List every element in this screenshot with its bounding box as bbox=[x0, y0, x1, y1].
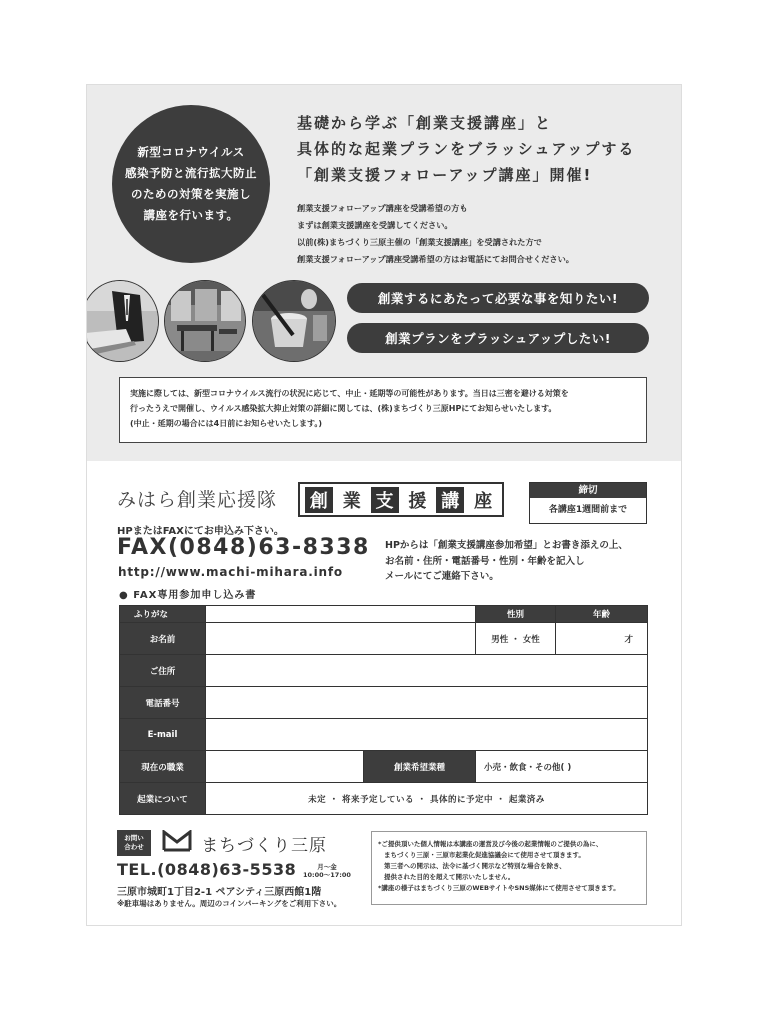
notice-line: 実施に際しては、新型コロナウイルス流行の状況に応じて、中止・延期等の可能性があります。当日は三密を避ける対策を bbox=[130, 389, 569, 398]
photo-drink bbox=[252, 280, 336, 362]
course-title-char: 業 bbox=[338, 487, 366, 513]
circle-line: 講座を行います。 bbox=[143, 208, 239, 222]
hp-note-line: HPからは「創業支援講座参加希望」とお書き添えの上、 bbox=[385, 540, 628, 551]
gender-options[interactable]: 男性 ・ 女性 bbox=[476, 623, 556, 655]
privacy-line: *ご提供頂いた個人情報は本講座の運営及び今後の起業情報のご提供の為に、 bbox=[378, 840, 603, 848]
notice-line: (中止・延期の場合には4日前にお知らせいたします。) bbox=[130, 419, 322, 428]
subtext-line: 創業支援フォローアップ講座を受講希望の方も bbox=[297, 203, 468, 213]
industry-options[interactable]: 小売・飲食・その他( ) bbox=[476, 751, 648, 783]
hp-application-note bbox=[385, 538, 655, 585]
gender-label: 性別 bbox=[476, 606, 556, 623]
form-row-address bbox=[120, 655, 648, 687]
organization-name: まちづくり三原 bbox=[201, 835, 328, 856]
phone-label: 電話番号 bbox=[120, 687, 206, 719]
privacy-line: まちづくり三原・三原市起業化促進協議会にて使用させて頂きます。 bbox=[384, 851, 585, 859]
office-days: 月〜金 bbox=[317, 863, 337, 871]
parking-note: ※駐車場はありません。周辺のコインパーキングをご利用下さい。 bbox=[117, 899, 342, 908]
brand-name: みはら創業応援隊 bbox=[117, 489, 278, 511]
form-row-phone bbox=[120, 687, 648, 719]
form-row-name bbox=[120, 623, 648, 655]
address-label: ご住所 bbox=[120, 655, 206, 687]
machizukuri-logo-icon bbox=[162, 830, 192, 856]
age-unit[interactable]: 才 bbox=[556, 623, 648, 655]
course-title-char: 講 bbox=[436, 487, 464, 513]
form-row-startup bbox=[120, 783, 648, 815]
course-title-char: 座 bbox=[469, 487, 497, 513]
furigana-label: ふりがな bbox=[120, 606, 206, 623]
course-title-char: 援 bbox=[403, 487, 431, 513]
form-row-occupation bbox=[120, 751, 648, 783]
photo-cafe bbox=[164, 280, 246, 362]
privacy-line: 提供された目的を超えて開示いたしません。 bbox=[384, 873, 515, 881]
notice-line: 行ったうえで開催し、ウイルス感染拡大抑止対策の詳細に関しては、(株)まちづくり三原HPにてお知らせいたします。 bbox=[130, 404, 557, 413]
circle-line: 新型コロナウイルス bbox=[137, 145, 245, 159]
fax-number: FAX(0848)63-8338 bbox=[117, 535, 370, 560]
deadline-value: 各講座1週間前まで bbox=[548, 505, 628, 515]
privacy-line: 第三者への開示は、法令に基づく開示など特別な場合を除き、 bbox=[384, 862, 566, 870]
headline bbox=[297, 110, 677, 188]
subtext-line: 以前(株)まちづくり三原主催の「創業支援講座」を受講された方で bbox=[297, 237, 542, 247]
desired-industry-label: 創業希望業種 bbox=[364, 751, 476, 783]
covid-measures-circle bbox=[112, 105, 270, 263]
deadline-label: 締切 bbox=[530, 483, 646, 498]
inquiry-tag-line: お問い bbox=[124, 834, 144, 842]
fax-application-form bbox=[119, 605, 648, 815]
subtext bbox=[297, 200, 677, 268]
hp-note-line: メールにてご連絡下さい。 bbox=[385, 571, 499, 582]
privacy-line: *講座の様子はまちづくり三原のWEBサイトやSNS媒体にて使用させて頂きます。 bbox=[378, 884, 620, 892]
privacy-notice bbox=[371, 831, 647, 905]
occupation-label: 現在の職業 bbox=[120, 751, 206, 783]
name-label: お名前 bbox=[120, 623, 206, 655]
headline-line: 基礎から学ぶ「創業支援講座」と bbox=[297, 114, 553, 132]
inquiry-tag-line: 合わせ bbox=[124, 843, 144, 851]
photo-businessperson bbox=[86, 280, 159, 362]
circle-line: のための対策を実施し bbox=[131, 187, 251, 201]
name-field[interactable] bbox=[206, 623, 476, 655]
email-label: E-mail bbox=[120, 719, 206, 751]
email-field[interactable] bbox=[206, 719, 648, 751]
headline-line: 「創業支援フォローアップ講座」開催! bbox=[297, 166, 593, 184]
form-title: ● FAX専用参加申し込み書 bbox=[119, 590, 257, 601]
pill-brushup-plan: 創業プランをブラッシュアップしたい! bbox=[347, 323, 649, 353]
cafe-image bbox=[165, 281, 245, 361]
subtext-line: 創業支援フォローアップ講座受講希望の方はお電話にてお問合せください。 bbox=[297, 254, 574, 264]
course-title-char: 支 bbox=[371, 487, 399, 513]
drink-image bbox=[253, 281, 335, 361]
headline-line: 具体的な起業プランをブラッシュアップする bbox=[297, 140, 636, 158]
startup-label: 起業について bbox=[120, 783, 206, 815]
office-time: 10:00〜17:00 bbox=[303, 871, 351, 879]
notice-box bbox=[119, 377, 647, 443]
age-label: 年齢 bbox=[556, 606, 648, 623]
address-field[interactable] bbox=[206, 655, 648, 687]
form-row-email bbox=[120, 719, 648, 751]
furigana-field[interactable] bbox=[206, 606, 476, 623]
pill-learn-needs: 創業するにあたって必要な事を知りたい! bbox=[347, 283, 649, 313]
deadline-box bbox=[529, 482, 647, 524]
phone-field[interactable] bbox=[206, 687, 648, 719]
inquiry-tag bbox=[117, 830, 151, 856]
apply-note: HPまたはFAXにてお申込み下さい。 bbox=[117, 526, 284, 537]
form-row-furigana bbox=[120, 606, 648, 623]
flyer-sheet bbox=[86, 84, 682, 926]
phone-number: TEL.(0848)63-5538 bbox=[117, 860, 297, 879]
subtext-line: まずは創業支援講座を受講してください。 bbox=[297, 220, 453, 230]
course-title-char: 創 bbox=[305, 487, 333, 513]
circle-line: 感染予防と流行拡大防止 bbox=[125, 166, 257, 180]
businessperson-image bbox=[86, 281, 158, 361]
course-title bbox=[298, 482, 504, 517]
hp-note-line: お名前・住所・電話番号・性別・年齢を記入し bbox=[385, 555, 585, 567]
office-address: 三原市城町1丁目2-1 ペアシティ三原西館1階 bbox=[117, 887, 322, 898]
startup-options[interactable]: 未定 ・ 将来予定している ・ 具体的に予定中 ・ 起業済み bbox=[206, 783, 648, 815]
website-link[interactable]: http://www.machi-mihara.info bbox=[118, 565, 343, 579]
office-hours bbox=[303, 863, 351, 879]
top-band bbox=[87, 85, 681, 461]
occupation-field[interactable] bbox=[206, 751, 364, 783]
contact-header bbox=[117, 830, 367, 856]
